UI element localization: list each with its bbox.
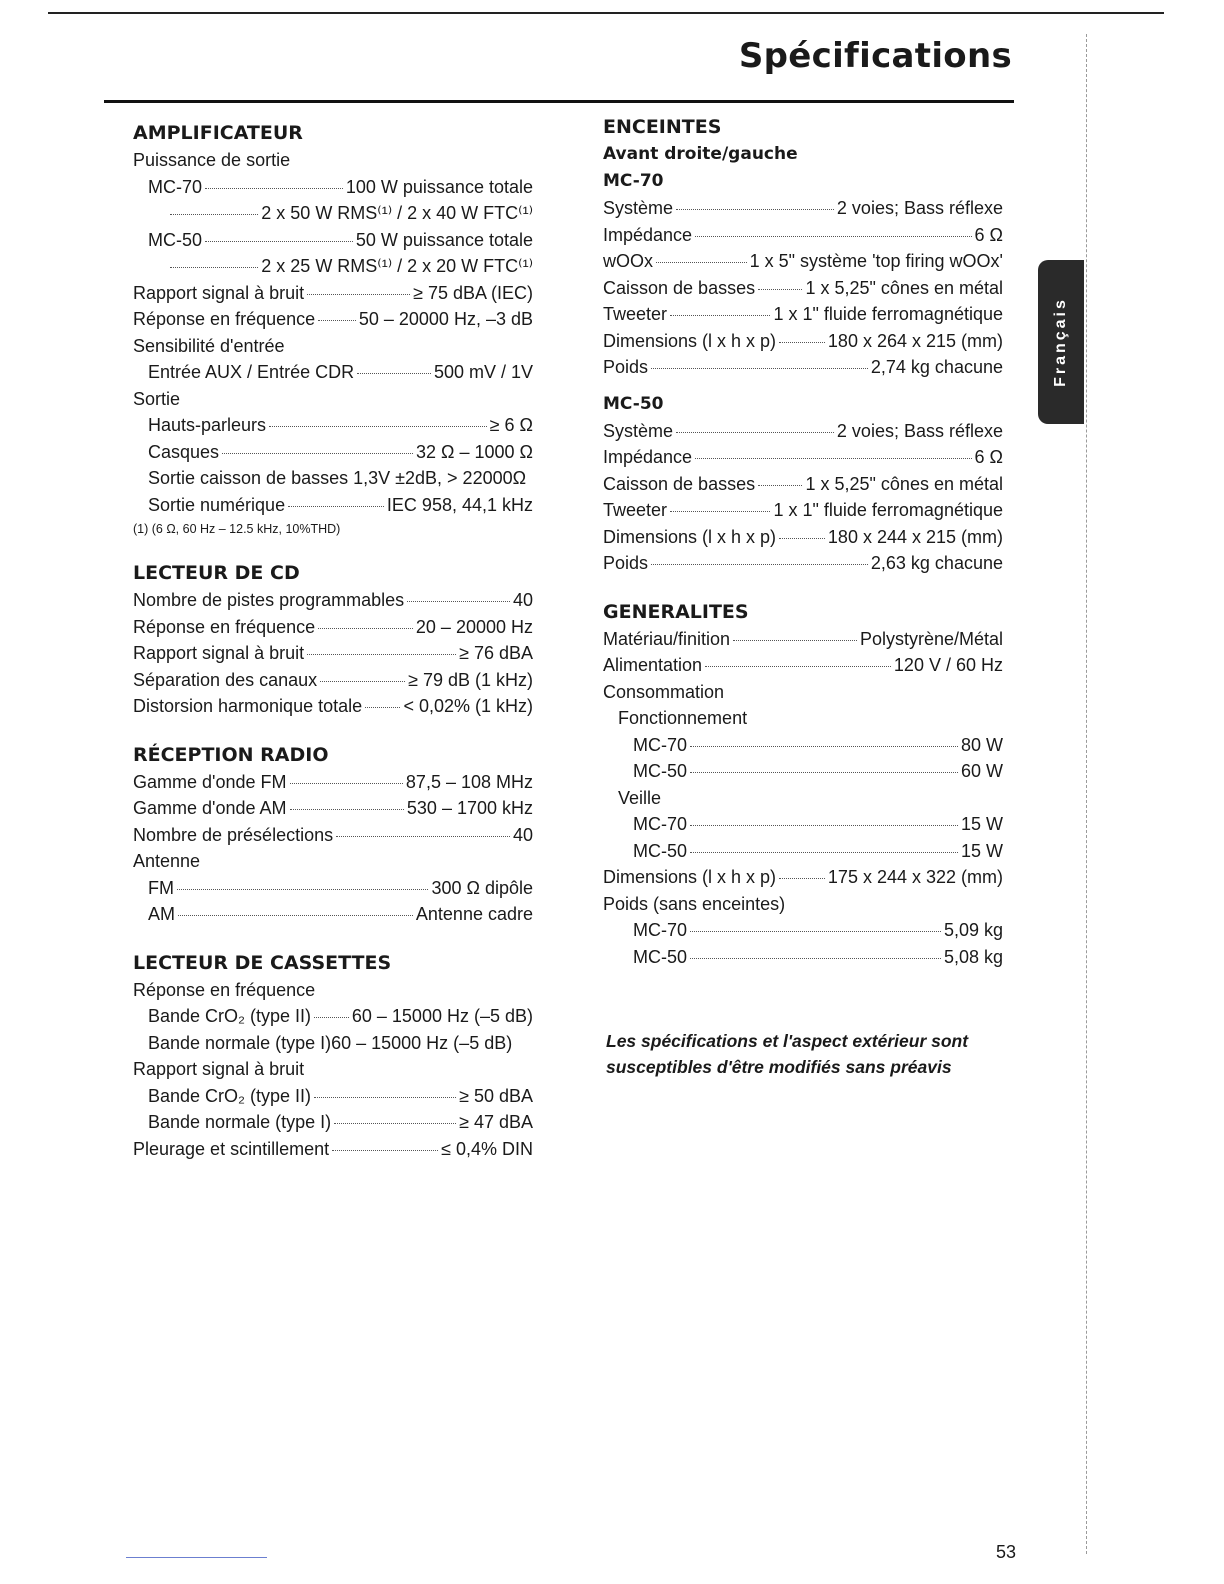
spec-row bbox=[603, 917, 1003, 944]
dot-leader bbox=[365, 707, 400, 708]
subsection-title: Avant droite/gauche bbox=[603, 144, 798, 164]
dot-leader bbox=[670, 315, 770, 316]
spec-label: Bande CrO₂ (type II) bbox=[148, 1006, 312, 1026]
spec-row bbox=[133, 640, 533, 667]
dot-leader bbox=[733, 640, 857, 641]
spec-row bbox=[603, 944, 1003, 971]
dot-leader bbox=[676, 209, 834, 210]
spec-label: Rapport signal à bruit bbox=[133, 282, 305, 303]
language-tab bbox=[1038, 260, 1084, 424]
spec-value: IEC 958, 44,1 kHz bbox=[386, 494, 533, 515]
dot-leader bbox=[314, 1097, 456, 1098]
spec-label: MC-50 bbox=[633, 761, 688, 781]
spec-row bbox=[133, 693, 533, 720]
spec-value: 2 voies; Bass réflexe bbox=[836, 420, 1003, 441]
dot-leader bbox=[336, 836, 510, 837]
dot-leader bbox=[690, 852, 958, 853]
dot-leader bbox=[407, 601, 510, 602]
spec-value: 2 voies; Bass réflexe bbox=[836, 198, 1003, 218]
dot-leader bbox=[779, 538, 825, 539]
spec-row bbox=[603, 222, 1003, 249]
spec-value: ≥ 76 dBA bbox=[459, 643, 533, 663]
spec-row bbox=[133, 875, 533, 902]
dot-leader bbox=[690, 825, 958, 826]
dot-leader bbox=[758, 289, 802, 290]
spec-label: MC-70 bbox=[633, 734, 688, 755]
spec-label: Gamme d'onde AM bbox=[133, 798, 287, 818]
spec-label: AM bbox=[148, 904, 175, 924]
spec-label: Impédance bbox=[603, 447, 693, 467]
spec-row bbox=[133, 1136, 533, 1163]
spec-row bbox=[133, 174, 533, 201]
spec-value: Antenne cadre bbox=[415, 904, 533, 924]
spec-row bbox=[603, 328, 1003, 355]
spec-value: ≥ 47 dBA bbox=[459, 1112, 533, 1132]
spec-value: 100 W puissance totale bbox=[345, 176, 533, 197]
language-tab-label: Français bbox=[1052, 297, 1069, 387]
dot-leader bbox=[690, 772, 958, 773]
section-generalites bbox=[603, 599, 1003, 971]
dot-leader bbox=[332, 1150, 438, 1151]
spec-row bbox=[603, 275, 1003, 302]
spec-heading-line: Puissance de sortie bbox=[133, 150, 291, 170]
spec-row bbox=[133, 901, 533, 928]
dot-leader bbox=[290, 783, 403, 784]
page-number: 53 bbox=[996, 1542, 1017, 1562]
spec-label: MC-50 bbox=[633, 840, 688, 861]
spec-value: 530 – 1700 kHz bbox=[406, 798, 533, 818]
spec-label: Caisson de basses bbox=[603, 277, 756, 298]
spec-value: ≥ 75 dBA (IEC) bbox=[413, 282, 533, 303]
spec-value: Polystyrène/Métal bbox=[859, 628, 1003, 649]
spec-value: 1 x 1" fluide ferromagnétique bbox=[773, 500, 1003, 520]
dot-leader bbox=[314, 1017, 349, 1018]
section-title: ENCEINTES bbox=[603, 116, 722, 138]
dot-leader bbox=[695, 458, 971, 459]
spec-row bbox=[133, 795, 533, 822]
spec-row bbox=[133, 280, 533, 307]
spec-label: Bande CrO₂ (type II) bbox=[148, 1085, 312, 1106]
dot-leader bbox=[290, 809, 404, 810]
spec-value: 15 W bbox=[960, 840, 1003, 861]
spec-value: 2 x 25 W RMS⁽¹⁾ / 2 x 20 W FTC⁽¹⁾ bbox=[261, 256, 533, 276]
spec-row bbox=[133, 587, 533, 614]
spec-value: 2,63 kg chacune bbox=[870, 553, 1003, 573]
dot-leader bbox=[690, 931, 941, 932]
subsection-spacer bbox=[603, 381, 1003, 391]
spec-label: Séparation des canaux bbox=[133, 669, 318, 690]
spec-heading-line: Veille bbox=[618, 787, 662, 808]
dot-leader bbox=[320, 681, 405, 682]
spec-value: ≥ 79 dB (1 kHz) bbox=[408, 669, 533, 690]
dot-leader bbox=[170, 267, 258, 268]
spec-row bbox=[603, 626, 1003, 653]
spec-value: ≤ 0,4% DIN bbox=[441, 1138, 533, 1159]
spec-value: 1 x 5,25" cônes en métal bbox=[805, 277, 1003, 298]
spec-value: 5,09 kg bbox=[943, 920, 1003, 940]
dot-leader bbox=[656, 262, 747, 263]
spec-value: 6 Ω bbox=[974, 447, 1003, 467]
spec-label: Système bbox=[603, 420, 674, 441]
spec-value: 40 bbox=[512, 590, 533, 610]
right-column bbox=[603, 114, 1003, 992]
spec-row bbox=[133, 822, 533, 849]
spec-label: MC-70 bbox=[633, 814, 688, 834]
spec-value: 15 W bbox=[960, 814, 1003, 834]
spec-label: Dimensions (l x h x p) bbox=[603, 526, 777, 547]
spec-label: Système bbox=[603, 198, 674, 218]
spec-label: Rapport signal à bruit bbox=[133, 643, 305, 663]
spec-value: ≥ 50 dBA bbox=[459, 1085, 533, 1106]
page-edge-line bbox=[1086, 34, 1087, 1554]
dot-leader bbox=[205, 241, 353, 242]
spec-label: Gamme d'onde FM bbox=[133, 771, 287, 792]
spec-label: MC-50 bbox=[633, 946, 688, 967]
dot-leader bbox=[334, 1123, 456, 1124]
spec-label: Nombre de pistes programmables bbox=[133, 590, 405, 610]
spec-label: Dimensions (l x h x p) bbox=[603, 867, 777, 887]
spec-label: Nombre de présélections bbox=[133, 824, 334, 845]
dot-leader bbox=[205, 188, 343, 189]
spec-value: 175 x 244 x 322 (mm) bbox=[827, 867, 1003, 887]
spec-value: 87,5 – 108 MHz bbox=[405, 771, 533, 792]
dot-leader bbox=[318, 320, 356, 321]
spec-row bbox=[133, 1083, 533, 1110]
spec-row bbox=[603, 732, 1003, 759]
section-reception-radio bbox=[133, 742, 533, 928]
spec-row bbox=[133, 253, 533, 280]
spec-label: Réponse en fréquence bbox=[133, 616, 316, 637]
spec-row bbox=[133, 1003, 533, 1030]
dot-leader bbox=[318, 628, 413, 629]
section-title: RÉCEPTION RADIO bbox=[133, 743, 329, 766]
spec-value: 1 x 5,25" cônes en métal bbox=[805, 473, 1003, 494]
spec-row bbox=[603, 838, 1003, 865]
dot-leader bbox=[651, 564, 868, 565]
spec-value: 32 Ω – 1000 Ω bbox=[416, 441, 533, 462]
spec-row bbox=[603, 418, 1003, 445]
spec-heading-line: Réponse en fréquence bbox=[133, 979, 316, 1000]
spec-value: 60 – 15000 Hz (–5 dB) bbox=[351, 1006, 533, 1026]
spec-row bbox=[133, 439, 533, 466]
dot-leader bbox=[651, 368, 868, 369]
spec-heading-line: Fonctionnement bbox=[618, 708, 748, 728]
dot-leader bbox=[690, 958, 941, 959]
spec-label: MC-70 bbox=[148, 176, 203, 197]
dot-leader bbox=[307, 294, 410, 295]
spec-label: Tweeter bbox=[603, 500, 668, 520]
spec-label: Sortie numérique bbox=[148, 494, 286, 515]
spec-row bbox=[603, 864, 1003, 891]
dot-leader bbox=[288, 506, 384, 507]
spec-heading-line: Bande normale (type I)60 – 15000 Hz (–5 dB) bbox=[148, 1032, 513, 1053]
spec-label: Distorsion harmonique totale bbox=[133, 696, 363, 716]
spec-heading-line: Rapport signal à bruit bbox=[133, 1059, 305, 1079]
spec-value: ≥ 6 Ω bbox=[489, 415, 533, 435]
spec-value: 50 W puissance totale bbox=[355, 229, 533, 250]
title-rule bbox=[104, 100, 1014, 103]
dot-leader bbox=[758, 485, 802, 486]
spec-heading-line: Sensibilité d'entrée bbox=[133, 335, 285, 356]
spec-value: 300 Ω dipôle bbox=[431, 877, 533, 898]
section-title: LECTEUR DE CASSETTES bbox=[133, 951, 392, 974]
spec-label: FM bbox=[148, 877, 174, 898]
spec-row bbox=[133, 492, 533, 519]
spec-label: Casques bbox=[148, 441, 220, 462]
spec-row bbox=[603, 354, 1003, 381]
spec-heading-line: Sortie bbox=[133, 388, 181, 409]
section-title: AMPLIFICATEUR bbox=[133, 122, 303, 144]
spec-row bbox=[133, 1109, 533, 1136]
spec-label: Tweeter bbox=[603, 304, 668, 324]
spec-value: 6 Ω bbox=[974, 224, 1003, 245]
spec-label: Hauts-parleurs bbox=[148, 415, 267, 435]
subsection-title: MC-70 bbox=[603, 171, 664, 191]
dot-leader bbox=[222, 453, 413, 454]
spec-row bbox=[603, 301, 1003, 328]
spec-value: < 0,02% (1 kHz) bbox=[403, 696, 533, 716]
spec-value: 20 – 20000 Hz bbox=[415, 616, 533, 637]
spec-label: Dimensions (l x h x p) bbox=[603, 330, 777, 351]
spec-value: 500 mV / 1V bbox=[433, 362, 533, 382]
spec-label: MC-70 bbox=[633, 920, 688, 940]
spec-row bbox=[603, 471, 1003, 498]
section-lecteur-de-cd bbox=[133, 560, 533, 720]
spec-value: 1 x 1" fluide ferromagnétique bbox=[773, 304, 1003, 324]
spec-value: 1 x 5" système 'top firing wOOx' bbox=[749, 251, 1003, 271]
spec-row bbox=[133, 614, 533, 641]
spec-row bbox=[603, 524, 1003, 551]
top-rule bbox=[48, 12, 1164, 14]
spec-label: MC-50 bbox=[148, 229, 203, 250]
spec-label: Bande normale (type I) bbox=[148, 1112, 332, 1132]
dot-leader bbox=[177, 889, 428, 890]
section-title: GENERALITES bbox=[603, 600, 749, 623]
spec-label: Caisson de basses bbox=[603, 473, 756, 494]
spec-value: 80 W bbox=[960, 734, 1003, 755]
spec-row bbox=[603, 497, 1003, 524]
dot-leader bbox=[690, 746, 958, 747]
spec-label: Pleurage et scintillement bbox=[133, 1138, 330, 1159]
spec-row bbox=[133, 359, 533, 386]
footnote: (1) (6 Ω, 60 Hz – 12.5 kHz, 10%THD) bbox=[133, 522, 341, 536]
spec-row bbox=[603, 248, 1003, 275]
spec-row bbox=[603, 195, 1003, 222]
spec-row bbox=[603, 758, 1003, 785]
spec-label: Poids bbox=[603, 357, 649, 377]
spec-value: 2,74 kg chacune bbox=[870, 357, 1003, 377]
spec-value: 50 – 20000 Hz, –3 dB bbox=[358, 309, 533, 329]
spec-heading-line: Poids (sans enceintes) bbox=[603, 893, 786, 914]
dot-leader bbox=[357, 373, 431, 374]
spec-value: 5,08 kg bbox=[943, 946, 1003, 967]
spec-value: 40 bbox=[512, 824, 533, 845]
spec-label: Poids bbox=[603, 553, 649, 573]
dot-leader bbox=[705, 666, 891, 667]
subsection-title: MC-50 bbox=[603, 393, 664, 414]
disclaimer: Les spécifications et l'aspect extérieur sont susceptibles d'être modifiés sans préavis bbox=[606, 1031, 969, 1077]
spec-row bbox=[603, 444, 1003, 471]
dot-leader bbox=[269, 426, 487, 427]
spec-row bbox=[133, 200, 533, 227]
spec-value: 2 x 50 W RMS⁽¹⁾ / 2 x 40 W FTC⁽¹⁾ bbox=[261, 203, 533, 223]
spec-label: Entrée AUX / Entrée CDR bbox=[148, 362, 355, 382]
bottom-link-line bbox=[126, 1557, 267, 1558]
section-amplificateur bbox=[133, 120, 533, 538]
spec-row bbox=[603, 652, 1003, 679]
dot-leader bbox=[779, 342, 825, 343]
spec-label: Réponse en fréquence bbox=[133, 309, 316, 329]
spec-value: 60 W bbox=[960, 761, 1003, 781]
spec-label: wOOx bbox=[603, 251, 654, 271]
dot-leader bbox=[178, 915, 413, 916]
spec-label: Matériau/finition bbox=[603, 628, 731, 649]
section-lecteur-de-cassettes bbox=[133, 950, 533, 1163]
dot-leader bbox=[676, 432, 834, 433]
section-title: LECTEUR DE CD bbox=[133, 562, 300, 584]
dot-leader bbox=[170, 214, 258, 215]
spec-heading-line: Antenne bbox=[133, 851, 201, 871]
spec-value: 180 x 264 x 215 (mm) bbox=[827, 330, 1003, 351]
spec-row bbox=[603, 550, 1003, 577]
dot-leader bbox=[307, 654, 456, 655]
spec-heading-line: Consommation bbox=[603, 681, 725, 702]
spec-row bbox=[133, 667, 533, 694]
dot-leader bbox=[695, 236, 971, 237]
spec-label: Alimentation bbox=[603, 655, 703, 675]
spec-row bbox=[603, 811, 1003, 838]
spec-value: 120 V / 60 Hz bbox=[893, 655, 1003, 675]
page-title: Spécifications bbox=[738, 36, 1012, 76]
spec-value: 180 x 244 x 215 (mm) bbox=[827, 526, 1003, 547]
spec-label: Impédance bbox=[603, 224, 693, 245]
spec-row bbox=[133, 306, 533, 333]
spec-row bbox=[133, 227, 533, 254]
spec-heading-line: Sortie caisson de basses 1,3V ±2dB, > 22000Ω bbox=[148, 468, 527, 488]
left-column bbox=[133, 120, 533, 1184]
spec-row bbox=[133, 412, 533, 439]
dot-leader bbox=[670, 511, 770, 512]
dot-leader bbox=[779, 878, 825, 879]
section-enceintes bbox=[603, 114, 1003, 577]
spec-row bbox=[133, 769, 533, 796]
